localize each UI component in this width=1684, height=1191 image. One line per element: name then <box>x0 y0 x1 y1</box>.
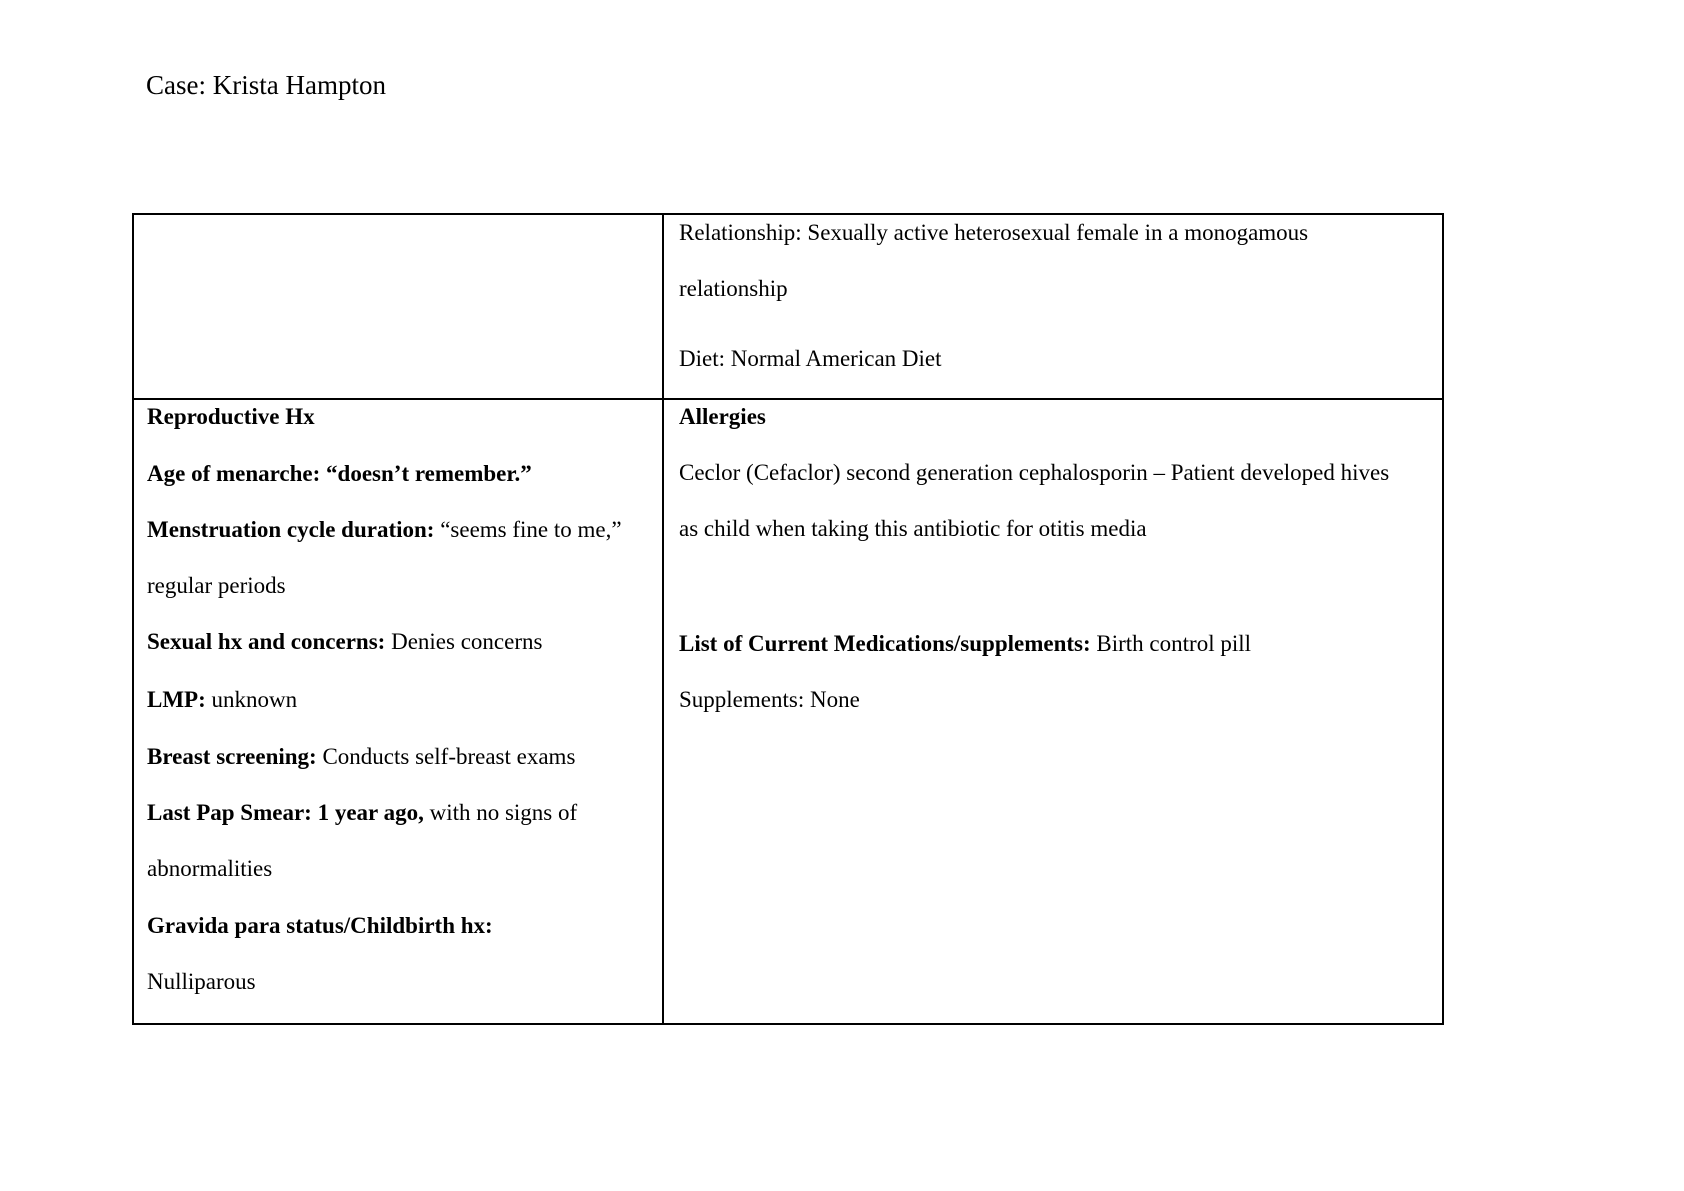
allergy-text-continued: as child when taking this antibiotic for otitis media <box>679 516 1147 541</box>
row-divider <box>134 398 1442 400</box>
sexual-hx-value: Denies concerns <box>385 629 543 654</box>
medications-row <box>679 630 1251 658</box>
sexual-hx-row <box>147 628 542 656</box>
pap-smear-row <box>147 799 577 827</box>
lmp-label: LMP: <box>147 687 206 712</box>
sexual-hx-label: Sexual hx and concerns: <box>147 629 386 654</box>
breast-screening-label: Breast screening: <box>147 744 317 769</box>
pap-smear-continued: abnormalities <box>147 856 273 881</box>
lmp-value: unknown <box>205 687 298 712</box>
relationship-text: Relationship: Sexually active heterosexual female in a monogamous <box>679 220 1309 245</box>
cycle-duration-label: Menstruation cycle duration: <box>147 517 435 542</box>
relationship-text-continued: relationship <box>679 276 788 301</box>
medications-label: List of Current Medications/supplements: <box>679 631 1091 656</box>
reproductive-hx-heading: Reproductive Hx <box>147 404 315 429</box>
gravida-para-label: Gravida para status/Childbirth hx: <box>147 913 493 938</box>
menarche-text: Age of menarche: “doesn’t remember.” <box>147 461 532 486</box>
pap-smear-value: with no signs of <box>423 800 578 825</box>
lmp-row <box>147 686 297 714</box>
allergy-text: Ceclor (Cefaclor) second generation cephalosporin – Patient developed hives <box>679 460 1390 485</box>
breast-screening-row <box>147 743 575 771</box>
medications-value: Birth control pill <box>1090 631 1252 656</box>
page-title: Case: Krista Hampton <box>146 70 386 100</box>
breast-screening-value: Conducts self-breast exams <box>316 744 576 769</box>
history-table <box>132 213 1444 1025</box>
diet-text: Diet: Normal American Diet <box>679 346 942 371</box>
pap-smear-label: Last Pap Smear: 1 year ago, <box>147 800 424 825</box>
cycle-duration-continued: regular periods <box>147 573 286 598</box>
supplements-text: Supplements: None <box>679 687 860 712</box>
gravida-para-value: Nulliparous <box>147 969 256 994</box>
cycle-duration-value: “seems fine to me,” <box>434 517 622 542</box>
cycle-duration-row <box>147 516 622 544</box>
allergies-heading: Allergies <box>679 404 766 429</box>
column-divider <box>662 215 664 1023</box>
